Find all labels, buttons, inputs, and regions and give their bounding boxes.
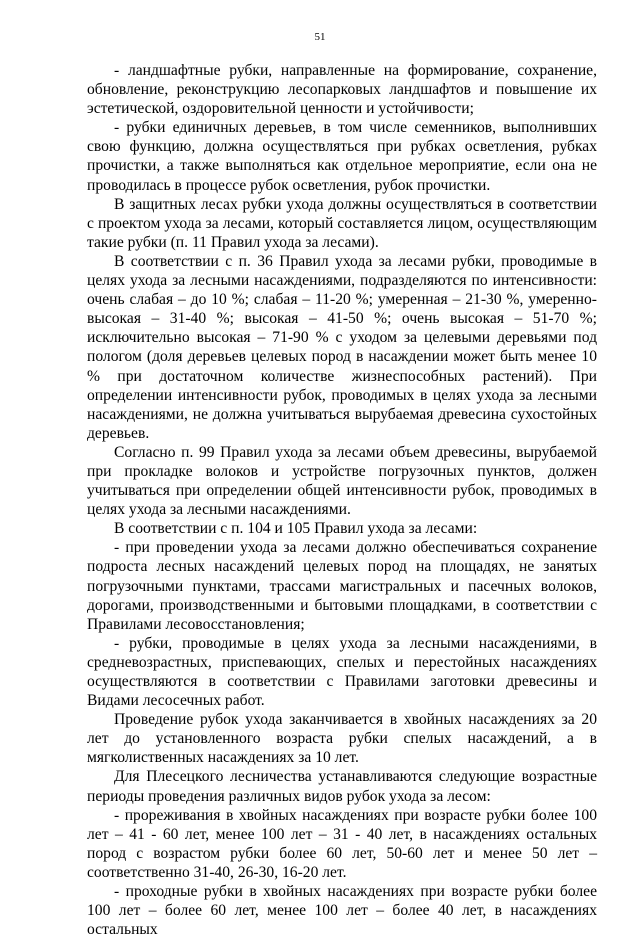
- paragraph-timber-volume: Согласно п. 99 Правил ухода за лесами объем древесины, вырубаемой при прокладке волоков и устройстве погрузочных пунктов, должен учитываться при определении общей интенсивности рубок, проводимых в целях ухода за лесными насаждениями.: [87, 443, 597, 519]
- paragraph-single-tree-cuttings: - рубки единичных деревьев, в том числе семенников, выполнивших свою функцию, должна осуществляться при рубках осветления, рубках прочистки, а также выполняться как отдельное мероприятие, если она не проводилась в процессе рубок осветления, рубок прочистки.: [87, 119, 597, 194]
- paragraph-plesetsk-periods: Для Плесецкого лесничества устанавливаются следующие возрастные периоды проведения различных видов рубок ухода за лесом:: [87, 768, 597, 805]
- page-number: 51: [314, 31, 326, 43]
- paragraph-rules-104-105: В соответствии с п. 104 и 105 Правил ухода за лесами:: [114, 520, 478, 538]
- paragraph-landscape-cuttings: - ландшафтные рубки, направленные на формирование, сохранение, обновление, реконструкцию лесопарковых ландшафтов и повышение их эстетической, оздоровительной ценности и устойчивости;: [87, 62, 597, 118]
- paragraph-intensity-classes: В соответствии с п. 36 Правил ухода за лесами рубки, проводимые в целях ухода за лесными насаждениями, подразделяются по интенсивности: очень слабая – до 10 %; слабая – 11-20 %; умеренная – 21-30 %, умеренно-высокая – 31-40 %; высокая – 41-50 %; очень высокая – 51-70 %; исключительно высокая – 71-90 % с уходом за целевыми деревьями под пологом (доля деревьев целевых пород в насаждении может быть менее 10 % при достаточном количестве жизнеспособных растений). При определении интенсивности рубок, проводимых в целях ухода за лесными насаждениями, не должна учитываться вырубаемая древесина сухостойных деревьев.: [87, 252, 597, 442]
- paragraph-undergrowth-preservation: - при проведении ухода за лесами должно обеспечиваться сохранение подроста лесных насаждений целевых пород на площадях, не занятых погрузочными пунктами, трассами магистральных и пасечных волоков, дорогами, производственными и бытовыми площадками, в соответствии с Правилами лесовосстановления;: [87, 539, 597, 633]
- paragraph-passage-cuttings: - проходные рубки в хвойных насаждениях при возрасте рубки более 100 лет – более 60 лет, менее 100 лет – более 40 лет, в насаждениях остальных: [87, 883, 597, 939]
- paragraph-middle-aged-stands: - рубки, проводимые в целях ухода за лесными насаждениями, в средневозрастных, приспевающих, спелых и перестойных насаждениях осуществляются в соответствии с Правилами заготовки древесины и Видами лесосечных работ.: [87, 634, 597, 710]
- paragraph-thinning: - прореживания в хвойных насаждениях при возрасте рубки более 100 лет – 41 - 60 лет, менее 100 лет – 31 - 40 лет, в насаждениях остальных пород с возрастом рубки более 60 лет, 50-60 лет и менее 50 лет – соответственно 31-40, 26-30, 16-20 лет.: [87, 806, 597, 881]
- paragraph-completion-of-cuttings: Проведение рубок ухода заканчивается в хвойных насаждениях за 20 лет до установленного возраста рубки спелых насаждений, а в мягколиственных насаждениях за 10 лет.: [87, 711, 597, 767]
- document-body: [87, 61, 597, 939]
- paragraph-protective-forests: В защитных лесах рубки ухода должны осуществляться в соответствии с проектом ухода за лесами, который составляется лицом, осуществляющим такие рубки (п. 11 Правил ухода за лесами).: [87, 195, 597, 251]
